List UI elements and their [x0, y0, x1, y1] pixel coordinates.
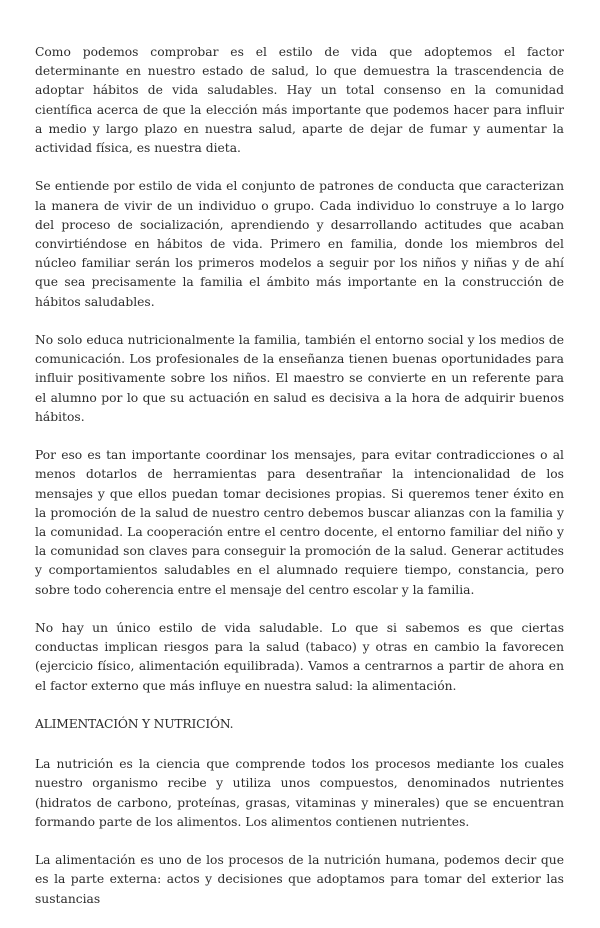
paragraph-lifestyle-definition: Se entiende por estilo de vida el conjunto de patrones de conducta que caracterizan la manera de vivir de un individuo o grupo. Cada individuo lo construye a lo largo del proceso de socialización, aprendiendo y desarrollando actitudes que acaban convirtiéndose en hábitos de vida. Primero en familia, donde los miembros del núcleo familiar serán los primeros modelos a seguir por los niños y niñas y de ahí que sea precisamente la familia el ámbito más importante en la construcción de hábitos saludables.: [35, 179, 564, 309]
paragraph-nutrition-definition: La nutrición es la ciencia que comprende todos los procesos mediante los cuales nuestro organismo recibe y utiliza unos compuestos, denominados nutrientes (hidratos de carbono, proteínas, grasas, vitaminas y minerales) que se encuentran formando parte de los alimentos. Los alimentos contienen nutrientes.: [35, 757, 564, 829]
paragraph-coordinate-messages: Por eso es tan importante coordinar los mensajes, para evitar contradicciones o al menos dotarlos de herramientas para desentrañar la intencionalidad de los mensajes y que ellos puedan tomar decisiones propias. Si queremos tener éxito en la promoción de la salud de nuestro centro debemos buscar alianzas con la familia y la comunidad. La cooperación entre el centro docente, el entorno familiar del niño y la comunidad son claves para conseguir la promoción de la salud. Generar actitudes y comportamientos saludables en el alumnado requiere tiempo, constancia, pero sobre todo coherencia entre el mensaje del centro escolar y la familia.: [35, 448, 564, 597]
paragraph-social-environment: No solo educa nutricionalmente la familia, también el entorno social y los medios de comunicación. Los profesionales de la enseñanza tienen buenas oportunidades para influir positivamente sobre los niños. El maestro se convierte en un referente para el alumno por lo que su actuación en salud es decisiva a la hora de adquirir buenos hábitos.: [35, 333, 564, 424]
document-page: [35, 43, 564, 928]
paragraph-lifestyle-health: Como podemos comprobar es el estilo de vida que adoptemos el factor determinante en nuestro estado de salud, lo que demuestra la trascendencia de adoptar hábitos de vida saludables. Hay un total consenso en la comunidad científica acerca de que la elección más importante que podemos hacer para influir a medio y largo plazo en nuestra salud, aparte de dejar de fumar y aumentar la actividad física, es nuestra dieta.: [35, 45, 564, 156]
paragraph-healthy-lifestyle: No hay un único estilo de vida saludable. Lo que si sabemos es que ciertas conductas implican riesgos para la salud (tabaco) y otras en cambio la favorecen (ejercicio físico, alimentación equilibrada). Vamos a centrarnos a partir de ahora en el factor externo que más influye en nuestra salud: la alimentación.: [35, 621, 564, 693]
paragraph-feeding-definition: La alimentación es uno de los procesos de la nutrición humana, podemos decir que es la parte externa: actos y decisiones que adoptamos para tomar del exterior las sustancias: [35, 853, 564, 906]
section-heading: ALIMENTACIÓN Y NUTRICIÓN.: [35, 717, 234, 732]
